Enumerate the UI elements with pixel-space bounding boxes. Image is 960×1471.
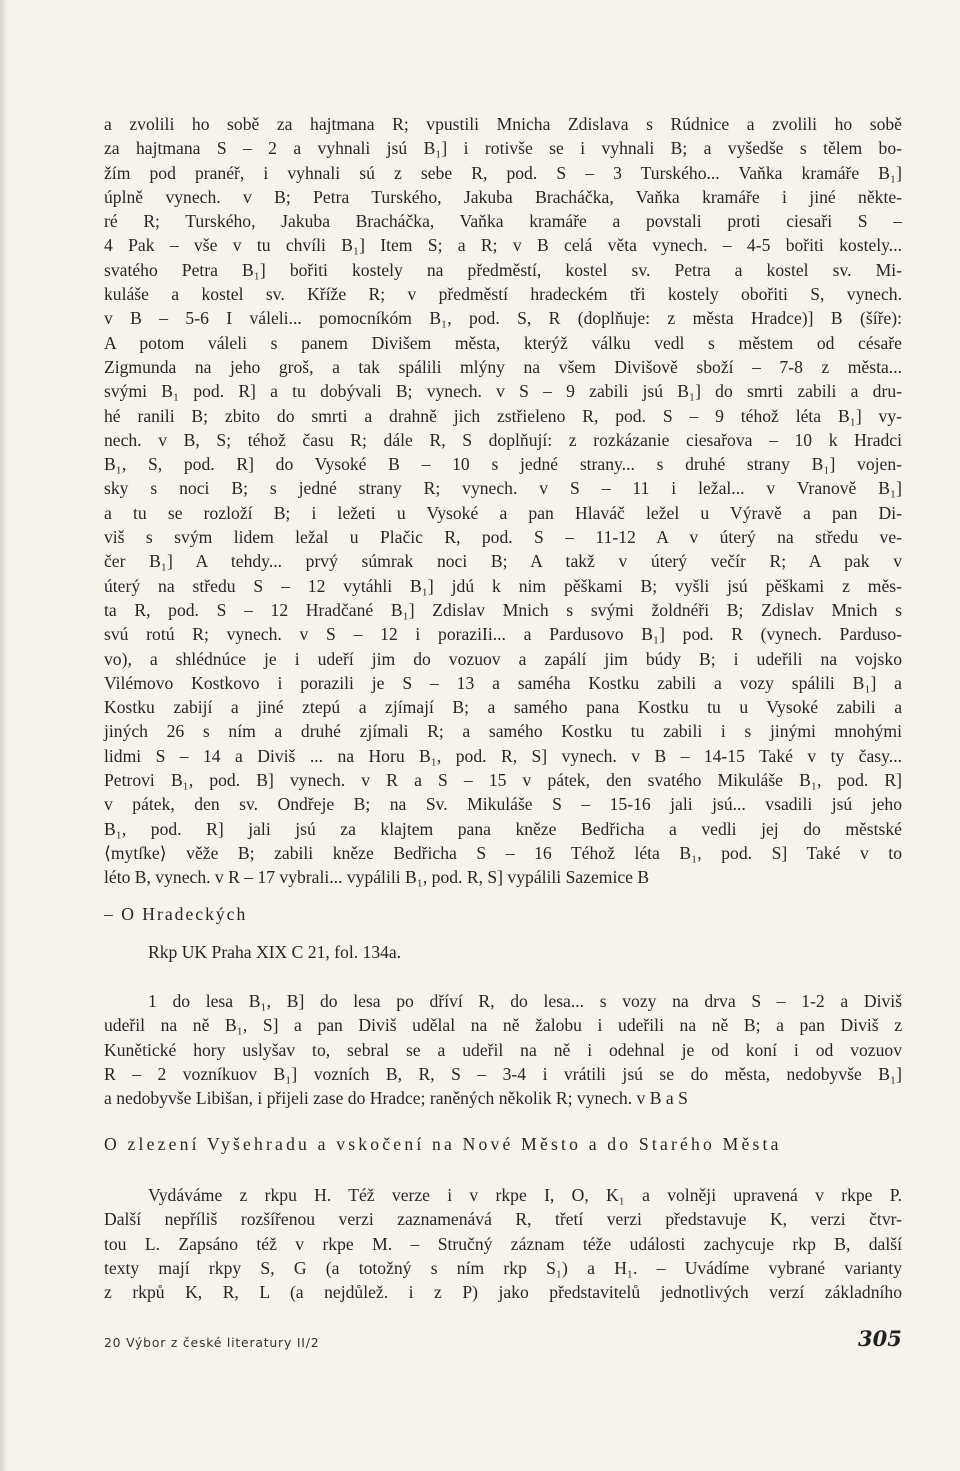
text-line: v pátek, den sv. Ondřeje B; na Sv. Mikuláše S – 15-16 jali jsú... vsadili jsú jeho — [104, 794, 902, 815]
apparatus-line: R – 2 vozníkuov B₁] vozních B, R, S – 3-4 i vrátili jsú se do města, nedobyvše B₁] — [104, 1063, 902, 1084]
apparatus-line: Kunětické hory uslyšav to, sebral se a udeřil na ně i odehnal je od koní i od vozuov — [104, 1039, 902, 1060]
text-line: lidmi S – 14 a Diviš ... na Horu B₁, pod. R, S] vynech. v B – 14-15 Také v ty časy... — [104, 745, 902, 766]
text-line: úterý na středu S – 12 vytáhli B₁] jdú k nim pěškami B; vyšli jsú pěškami z měs- — [104, 575, 902, 596]
text-line: kuláše a kostel sv. Kříže R; v předměstí hradeckém tři kostely obořiti S, vynech. — [104, 284, 902, 305]
text-line: hé ranili B; zbito do smrti a drahně jich zstřieleno R, pod. S – 9 téhož léta B₁] vy- — [104, 405, 902, 426]
manuscript-source: Rkp UK Praha XIX C 21, fol. 134a. — [148, 942, 402, 962]
text-line: čer B₁] A tehdy... prvý súmrak noci B; A takž v úterý večír R; A pak v — [104, 551, 902, 572]
text-line: A potom váleli s panem Divišem města, kterýž válku vedl s městem od césaře — [104, 332, 902, 353]
text-line: svú rotú R; vynech. v S – 12 i poraziIi... a Pardusovo B₁] pod. R (vynech. Parduso- — [104, 624, 902, 645]
text-line: Vilémovo Kostkovo i porazili je S – 13 a saméha Kostku zabili a vozy spálili B₁] a — [104, 672, 902, 693]
text-line: a tu se rozloží B; i ležeti u Vysoké a pan Hlaváč ležel u Výravě a pan Di- — [104, 502, 902, 523]
intro-line: texty mají rkpy S, G (a totožný s ním rkp S₁) a H₁. – Uvádíme vybrané varianty — [104, 1257, 902, 1278]
intro-paragraph — [104, 1183, 902, 1304]
text-line: 4 Pak – vše v tu chvíli B₁] Item S; a R; v B celá věta vynech. – 4-5 bořiti kostely... — [104, 235, 902, 256]
variant-apparatus — [104, 989, 902, 1110]
text-line: Petrovi B₁, pod. B] vynech. v R a S – 15 v pátek, den svatého Mikuláše B₁, pod. R] — [104, 770, 902, 791]
footer-signature: 20 Výbor z české literatury II/2 — [104, 1335, 320, 1350]
text-line: sky s noci B; s jedné strany R; vynech. v S – 11 i ležal... v Vranově B₁] — [104, 478, 902, 499]
text-line: Kostku zabijí a jiné ztepú a zjímají B; a samého pana Kostku tu u Vysoké zabili a — [104, 697, 902, 718]
page-number: 305 — [858, 1326, 902, 1351]
text-line: Zigmunda na jeho groš, a tak spálili mlýny na všem Divišově sboží – 7-8 z města... — [104, 356, 902, 377]
text-line: jiných 26 s ním a druhé zjímali R; a samého Kostku tu zabili i s jinými mnohými — [104, 721, 902, 742]
apparatus-line: udeřil na ně B₁, S] a pan Diviš udělal na ně žalobu i udeřili na ně B; a pan Diviš z — [104, 1015, 902, 1036]
text-line: viš s svým lidem ležal u Plačic R, pod. S – 11-12 A v úterý na středu ve- — [104, 527, 902, 548]
chapter-heading: O zlezení Vyšehradu a vskočení na Nové Město a do Starého Města — [104, 1134, 782, 1154]
text-line: nech. v B, S; téhož času R; dále R, S doplňují: z rozkázanie ciesařova – 10 k Hradci — [104, 429, 902, 450]
intro-line: Vydáváme z rkpu H. Též verze i v rkpe I, O, K₁ a volněji upravená v rkpe P. — [148, 1185, 902, 1205]
page-gutter-shadow — [0, 0, 8, 1471]
text-line: za hajtmana S – 2 a vyhnali jsú B₁] i rotivše se i vyhnali B; a vyšedše s tělem bo- — [104, 138, 902, 159]
text-line: svými B₁ pod. R] a tu dobývali B; vynech. v S – 9 zabili jsú B₁] do smrti zabili a dru- — [104, 381, 902, 402]
text-line: vo), a shlédnúce je i udeří jim do vozuov a zapálí jim búdy B; i udeřili na vojsko — [104, 648, 902, 669]
text-line: ré R; Turského, Jakuba Bracháčka, Vaňka kramáře a povstali proti ciesaři S – — [104, 211, 902, 232]
text-line: v B – 5-6 I váleli... pomocníkóm B₁, pod. S, R (doplňuje: z města Hradce)] B (šíře): — [104, 308, 902, 329]
text-line: žím pod pranéř, i vyhnali sú z sebe R, pod. S – 3 Turského... Vaňka kramáře B₁] — [104, 162, 902, 183]
intro-line: Další nepříliš rozšířenou verzi zaznamenává R, třetí verzi představuje K, verzi čtvr- — [104, 1209, 902, 1230]
text-line: a zvolili ho sobě za hajtmana R; vpustili Mnicha Zdislava s Rúdnice a zvolili ho sobě — [104, 114, 902, 134]
text-line: B₁, pod. R] jali jsú za klajtem pana kněze Bedřicha a vedli jej do městské — [104, 818, 902, 839]
text-line: svatého Petra B₁] bořiti kostely na předměstí, kostel sv. Petra a kostel sv. Mi- — [104, 259, 902, 280]
intro-line: z rkpů K, R, L (a nejdůlež. i z P) jako představitelů jednotlivých verzí základního — [104, 1282, 902, 1303]
text-line: úplně vynech. v B; Petra Turského, Jakuba Bracháčka, Vaňka kramáře i jiné někte- — [104, 186, 902, 207]
text-line: léto B, vynech. v R – 17 vybrali... vypálili B₁, pod. R, S] vypálili Sazemice B — [104, 867, 650, 888]
apparatus-line: a nedobyvše Libišan, i přijeli zase do Hradce; raněných několik R; vynech. v B a S — [104, 1088, 688, 1109]
text-line: ta R, pod. S – 12 Hradčané B₁] Zdislav Mnich s svými žoldnéři B; Zdislav Mnich s — [104, 599, 902, 620]
apparatus-line: 1 do lesa B₁, B] do lesa po dříví R, do lesa... s vozy na drva S – 1-2 a Diviš — [148, 991, 902, 1011]
critical-apparatus-text — [104, 112, 902, 890]
text-line: ⟨mytſke⟩ věže B; zabili kněze Bedřicha S – 16 Téhož léta B₁, pod. S] Také v to — [104, 842, 902, 863]
section-title-hradecky: – O Hradeckých — [104, 904, 248, 924]
text-line: B₁, S, pod. R] do Vysoké B – 10 s jedné strany... s druhé strany B₁] vojen- — [104, 454, 902, 475]
intro-line: tou L. Zapsáno též v rkpe M. – Stručný záznam téže události zachycuje rkp B, další — [104, 1233, 902, 1254]
